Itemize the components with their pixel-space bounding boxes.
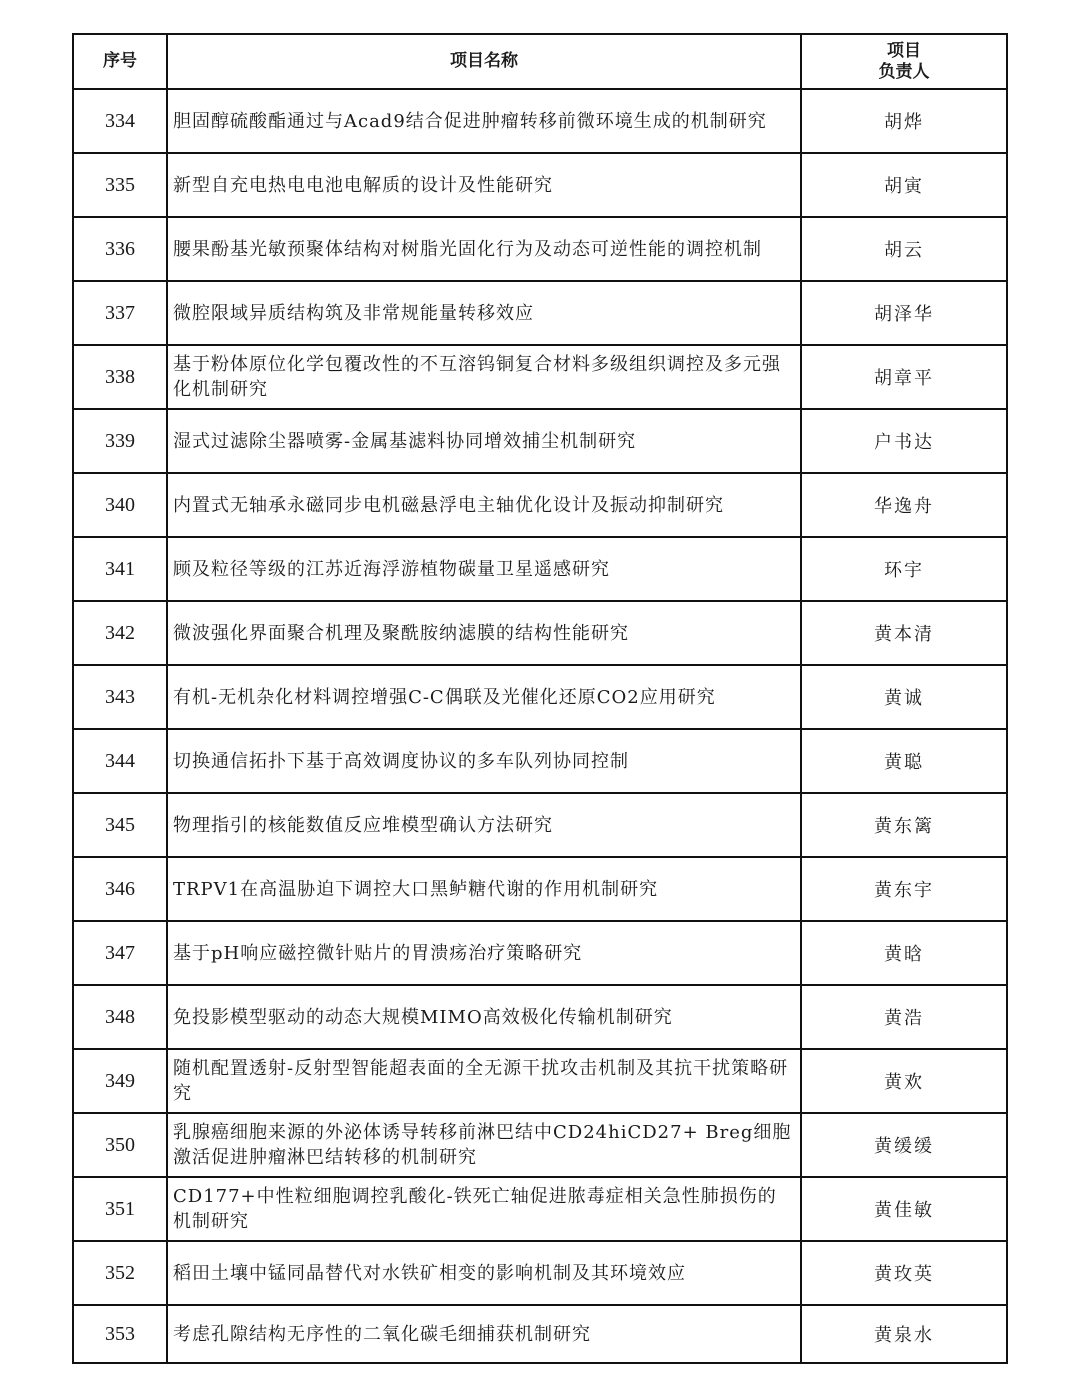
header-project-name: 项目名称 [167, 34, 801, 89]
row-leader: 黄欢 [801, 1049, 1007, 1113]
row-index: 347 [73, 921, 167, 985]
table-row [73, 985, 1007, 1049]
table-row [73, 729, 1007, 793]
table-row [73, 1241, 1007, 1305]
row-leader: 黄玫英 [801, 1241, 1007, 1305]
row-project-name: 湿式过滤除尘器喷雾-金属基滤料协同增效捕尘机制研究 [167, 409, 801, 473]
row-index: 337 [73, 281, 167, 345]
row-project-name: 物理指引的核能数值反应堆模型确认方法研究 [167, 793, 801, 857]
row-leader: 黄东篱 [801, 793, 1007, 857]
table-row [73, 1113, 1007, 1177]
row-leader: 环宇 [801, 537, 1007, 601]
row-index: 352 [73, 1241, 167, 1305]
row-project-name: 随机配置透射-反射型智能超表面的全无源干扰攻击机制及其抗干扰策略研究 [167, 1049, 801, 1113]
row-index: 346 [73, 857, 167, 921]
row-index: 351 [73, 1177, 167, 1241]
row-index: 345 [73, 793, 167, 857]
row-project-name: 乳腺癌细胞来源的外泌体诱导转移前淋巴结中CD24hiCD27+ Breg细胞激活促进肿瘤淋巴结转移的机制研究 [167, 1113, 801, 1177]
header-leader-line1: 项目 [887, 40, 921, 61]
row-index: 339 [73, 409, 167, 473]
row-project-name: 考虑孔隙结构无序性的二氧化碳毛细捕获机制研究 [167, 1305, 801, 1363]
row-index: 350 [73, 1113, 167, 1177]
row-index: 344 [73, 729, 167, 793]
row-project-name: 有机-无机杂化材料调控增强C-C偶联及光催化还原CO2应用研究 [167, 665, 801, 729]
row-index: 342 [73, 601, 167, 665]
project-table [72, 33, 1008, 1364]
row-leader: 胡烨 [801, 89, 1007, 153]
row-index: 348 [73, 985, 167, 1049]
row-index: 343 [73, 665, 167, 729]
table-row [73, 1177, 1007, 1241]
table-row [73, 665, 1007, 729]
row-project-name: 切换通信拓扑下基于高效调度协议的多车队列协同控制 [167, 729, 801, 793]
row-leader: 黄浩 [801, 985, 1007, 1049]
row-project-name: 顾及粒径等级的江苏近海浮游植物碳量卫星遥感研究 [167, 537, 801, 601]
table-row [73, 473, 1007, 537]
row-project-name: 腰果酚基光敏预聚体结构对树脂光固化行为及动态可逆性能的调控机制 [167, 217, 801, 281]
row-project-name: 微腔限域异质结构筑及非常规能量转移效应 [167, 281, 801, 345]
table-row [73, 601, 1007, 665]
row-leader: 黄诚 [801, 665, 1007, 729]
table-row [73, 281, 1007, 345]
row-project-name: 胆固醇硫酸酯通过与Acad9结合促进肿瘤转移前微环境生成的机制研究 [167, 89, 801, 153]
header-leader [801, 34, 1007, 89]
table-row [73, 345, 1007, 409]
row-project-name: CD177+中性粒细胞调控乳酸化-铁死亡轴促进脓毒症相关急性肺损伤的机制研究 [167, 1177, 801, 1241]
row-leader: 黄晗 [801, 921, 1007, 985]
row-project-name: 免投影模型驱动的动态大规模MIMO高效极化传输机制研究 [167, 985, 801, 1049]
row-leader: 黄佳敏 [801, 1177, 1007, 1241]
row-leader: 黄东宇 [801, 857, 1007, 921]
row-index: 340 [73, 473, 167, 537]
row-project-name: 新型自充电热电电池电解质的设计及性能研究 [167, 153, 801, 217]
row-project-name: 内置式无轴承永磁同步电机磁悬浮电主轴优化设计及振动抑制研究 [167, 473, 801, 537]
row-leader: 黄泉水 [801, 1305, 1007, 1363]
row-leader: 黄本清 [801, 601, 1007, 665]
table-header-row [73, 34, 1007, 89]
row-project-name: 基于pH响应磁控微针贴片的胃溃疡治疗策略研究 [167, 921, 801, 985]
row-index: 338 [73, 345, 167, 409]
row-leader: 胡泽华 [801, 281, 1007, 345]
row-index: 335 [73, 153, 167, 217]
row-index: 334 [73, 89, 167, 153]
table-row [73, 793, 1007, 857]
header-leader-line2: 负责人 [878, 61, 930, 82]
table-row [73, 921, 1007, 985]
row-leader: 胡寅 [801, 153, 1007, 217]
row-project-name: 稻田土壤中锰同晶替代对水铁矿相变的影响机制及其环境效应 [167, 1241, 801, 1305]
row-project-name: TRPV1在高温胁迫下调控大口黑鲈糖代谢的作用机制研究 [167, 857, 801, 921]
header-index: 序号 [73, 34, 167, 89]
row-index: 353 [73, 1305, 167, 1363]
row-leader: 户书达 [801, 409, 1007, 473]
table-row [73, 217, 1007, 281]
table-row [73, 153, 1007, 217]
row-leader: 黄聪 [801, 729, 1007, 793]
table-row [73, 1049, 1007, 1113]
row-project-name: 微波强化界面聚合机理及聚酰胺纳滤膜的结构性能研究 [167, 601, 801, 665]
row-leader: 胡章平 [801, 345, 1007, 409]
row-index: 336 [73, 217, 167, 281]
row-project-name: 基于粉体原位化学包覆改性的不互溶钨铜复合材料多级组织调控及多元强化机制研究 [167, 345, 801, 409]
row-leader: 华逸舟 [801, 473, 1007, 537]
row-leader: 黄缓缓 [801, 1113, 1007, 1177]
table-row [73, 857, 1007, 921]
row-index: 341 [73, 537, 167, 601]
project-table-sheet [72, 33, 1006, 1364]
row-leader: 胡云 [801, 217, 1007, 281]
table-row [73, 537, 1007, 601]
row-index: 349 [73, 1049, 167, 1113]
table-row [73, 1305, 1007, 1363]
table-row [73, 89, 1007, 153]
table-row [73, 409, 1007, 473]
